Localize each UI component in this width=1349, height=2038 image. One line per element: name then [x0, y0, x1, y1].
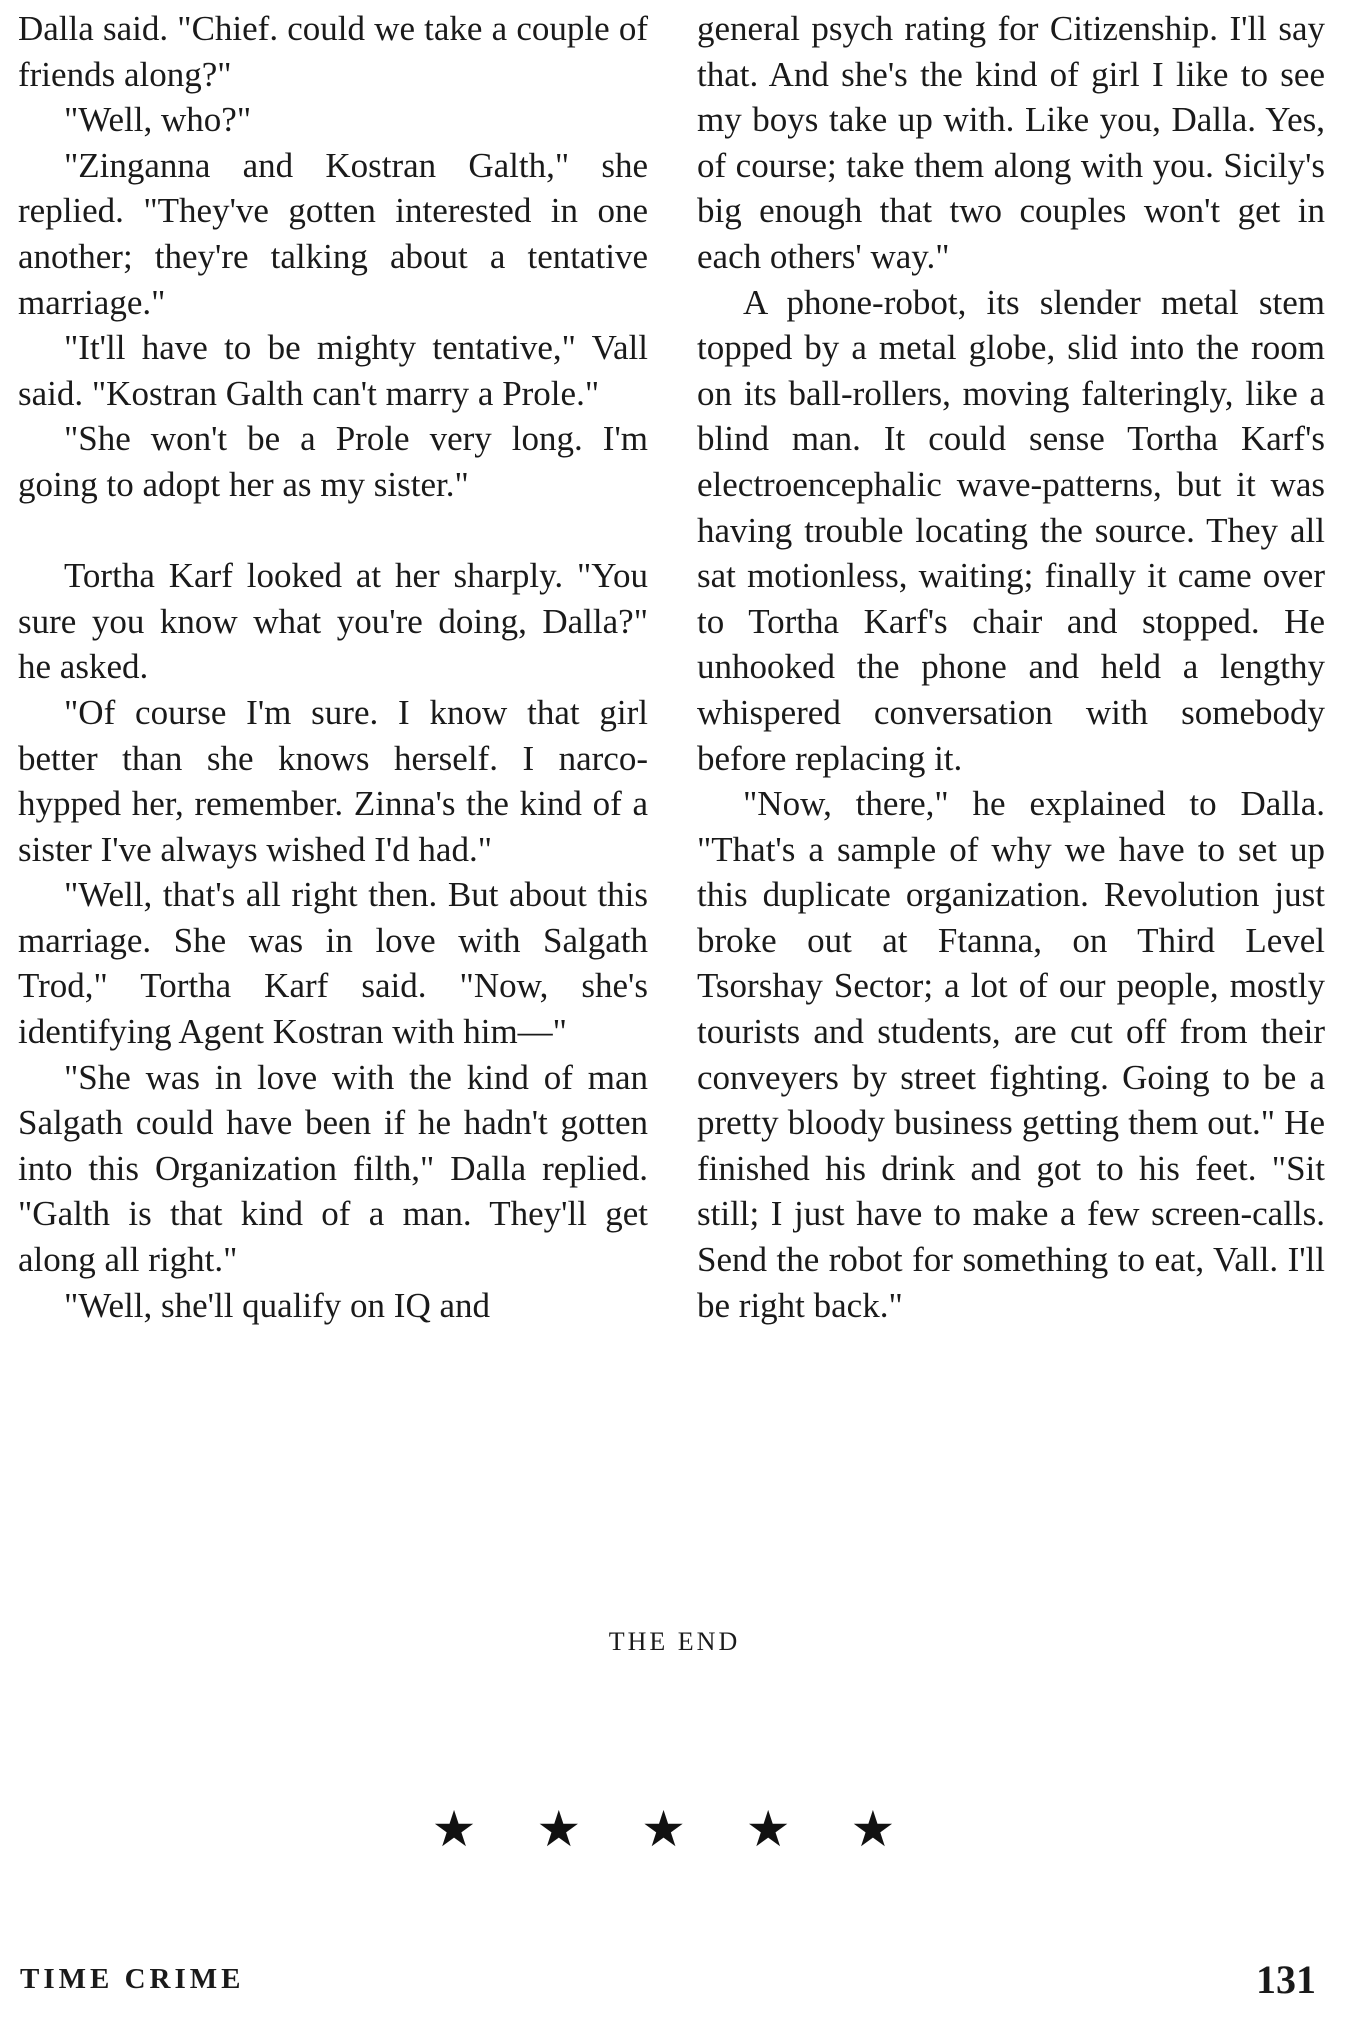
star-ornament: ★ ★ ★ ★ ★ [431, 1800, 918, 1858]
right-text-column [697, 6, 1325, 1328]
the-end-marker: THE END [608, 1627, 741, 1656]
paragraph: general psych rating for Citizenship. I'll say that. And she's the kind of girl I like to see my boys take up with. Like you, Dalla. Yes, of course; take them along with you. Sicily's big enough that two couples won't get in each others' way." [697, 9, 1325, 276]
paragraph: "It'll have to be mighty tentative," Vall said. "Kostran Galth can't marry a Prole." [18, 328, 648, 413]
running-title: TIME CRIME [20, 1963, 245, 1995]
page-number: 131 [1256, 1957, 1316, 2002]
paragraph: "Now, there," he explained to Dalla. "That's a sample of why we have to set up this duplicate organization. Revolution just broke out at Ftanna, on Third Level Tsorshay Sector; a lot of our people, mostly tourists and students, are cut off from their conveyers by street fighting. Going to be a pretty bloody business getting them out." He finished his drink and got to his feet. "Sit still; I just have to make a few screen-calls. Send the robot for something to eat, Vall. I'll be right back." [697, 784, 1325, 1325]
left-text-column [18, 6, 648, 1328]
paragraph: Tortha Karf looked at her sharply. "You sure you know what you're doing, Dalla?" he asked. [18, 556, 648, 687]
paragraph: Dalla said. "Chief. could we take a couple of friends along?" [18, 9, 648, 94]
paragraph: "Well, that's all right then. But about this marriage. She was in love with Salgath Trod," Tortha Karf said. "Now, she's identifying Agent Kostran with him—" [18, 875, 648, 1052]
paragraph: "Of course I'm sure. I know that girl better than she knows herself. I narco-hypped her, remember. Zinna's the kind of a sister I've always wished I'd had." [18, 692, 648, 869]
paragraph: "She won't be a Prole very long. I'm going to adopt her as my sister." [18, 419, 648, 504]
paragraph: "Well, she'll qualify on IQ and [64, 1285, 491, 1325]
paragraph: A phone-robot, its slender metal stem topped by a metal globe, slid into the room on its ball-rollers, moving falteringly, like a blind man. It could sense Tortha Karf's electroencephalic wave-patterns, but it was having trouble locating the source. They all sat motionless, waiting; finally it came over to Tortha Karf's chair and stopped. He unhooked the phone and held a lengthy whispered conversation with somebody before replacing it. [697, 282, 1325, 778]
paragraph: "Zinganna and Kostran Galth," she replied. "They've gotten interested in one another; they're talking about a tentative marriage." [18, 145, 648, 322]
paragraph: "Well, who?" [64, 100, 252, 140]
paragraph: "She was in love with the kind of man Salgath could have been if he hadn't gotten into this Organization filth," Dalla replied. "Galth is that kind of a man. They'll get along all right." [18, 1057, 648, 1280]
